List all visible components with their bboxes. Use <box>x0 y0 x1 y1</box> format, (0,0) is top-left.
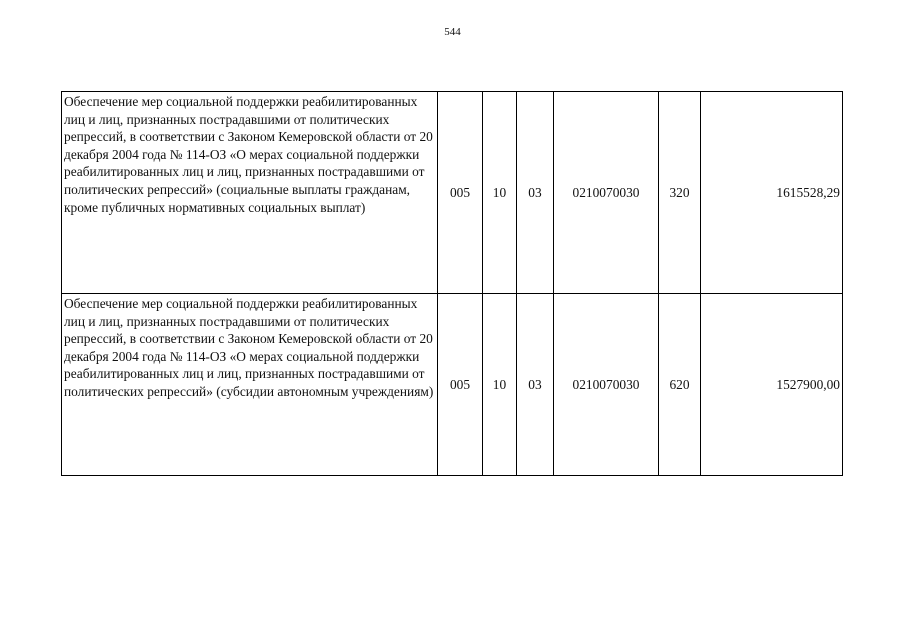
section-code: 10 <box>483 92 517 294</box>
target-article-code: 0210070030 <box>554 92 659 294</box>
subsection-code: 03 <box>517 92 554 294</box>
amount: 1615528,29 <box>701 92 843 294</box>
expense-type-code: 320 <box>659 92 701 294</box>
ministry-code: 005 <box>438 294 483 476</box>
table-row <box>62 92 843 294</box>
budget-table <box>61 91 843 476</box>
target-article-code: 0210070030 <box>554 294 659 476</box>
table-row <box>62 294 843 476</box>
section-code: 10 <box>483 294 517 476</box>
expense-description: Обеспечение мер социальной поддержки реабилитированных лиц и лиц, признанных пострадавшими от политических репрессий, в соответствии с Законом Кемеровской области от 20 декабря 2004 года № 114-ОЗ «О мерах социальной поддержки реабилитированных лиц и лиц, признанных пострадавшими от политических репрессий» (социальные выплаты гражданам, кроме публичных нормативных социальных выплат) <box>62 92 438 294</box>
amount: 1527900,00 <box>701 294 843 476</box>
expense-type-code: 620 <box>659 294 701 476</box>
expense-description: Обеспечение мер социальной поддержки реабилитированных лиц и лиц, признанных пострадавшими от политических репрессий, в соответствии с Законом Кемеровской области от 20 декабря 2004 года № 114-ОЗ «О мерах социальной поддержки реабилитированных лиц и лиц, признанных пострадавшими от политических репрессий» (субсидии автономным учреждениям) <box>62 294 438 476</box>
subsection-code: 03 <box>517 294 554 476</box>
page-number: 544 <box>444 26 461 38</box>
ministry-code: 005 <box>438 92 483 294</box>
